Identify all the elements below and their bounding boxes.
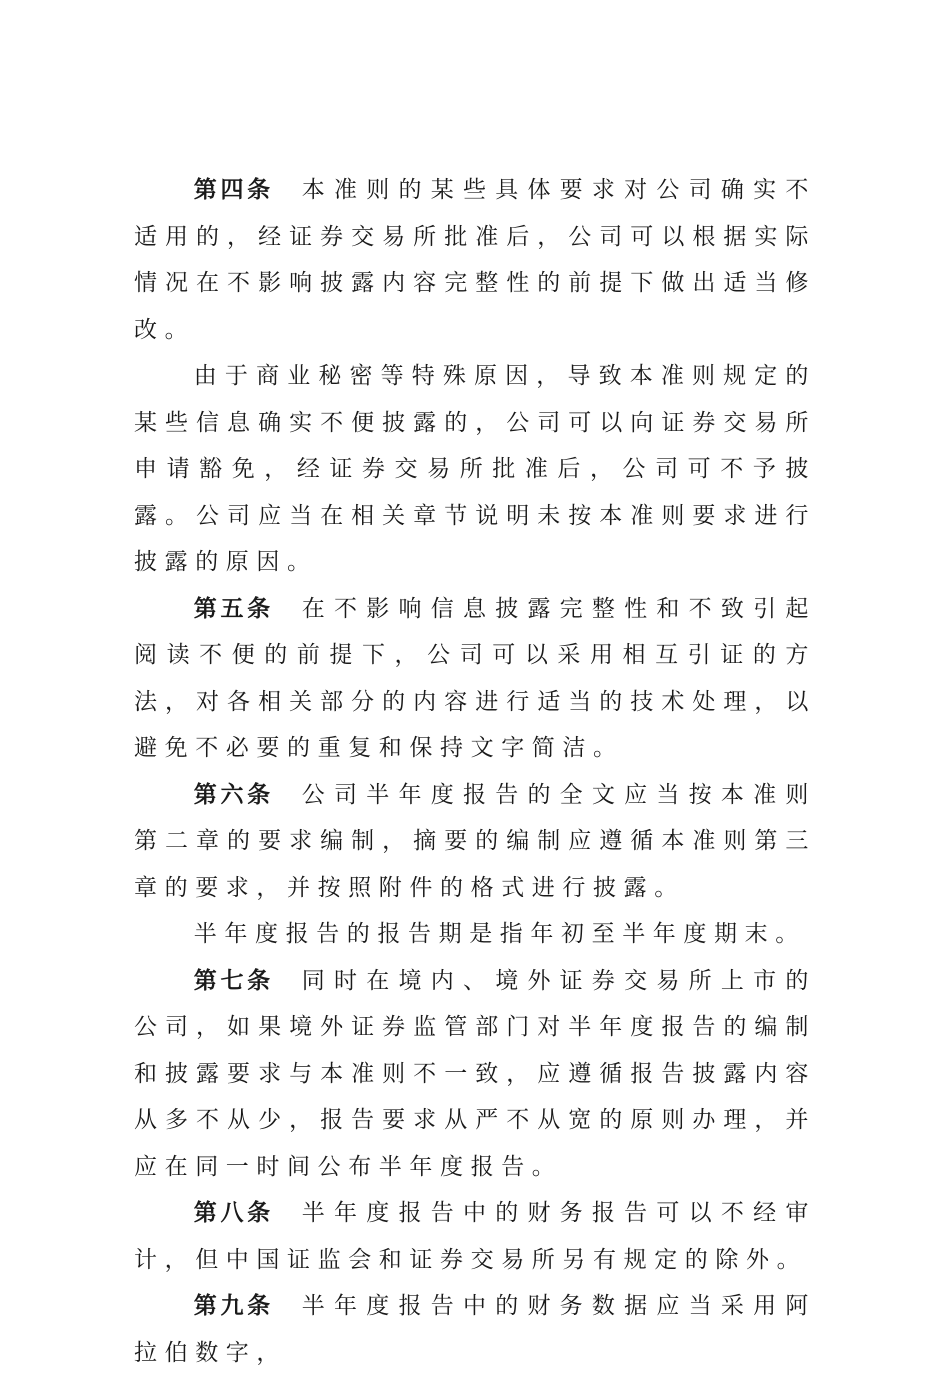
article-heading: 第九条	[193, 1293, 274, 1319]
paragraph-text: 半年度报告中的财务数据应当采用阿拉伯数字，	[134, 1293, 816, 1366]
article-heading: 第七条	[193, 967, 274, 994]
paragraph-article-4-cont	[134, 353, 816, 586]
paragraph-article-5	[134, 586, 816, 772]
paragraph-article-8	[134, 1190, 816, 1283]
article-heading: 第六条	[193, 781, 274, 808]
paragraph-article-7	[134, 958, 816, 1191]
paragraph-text: 由于商业秘密等特殊原因，导致本准则规定的某些信息确实不便披露的，公司可以向证券交易所申请豁免，经证券交易所批准后，公司可不予披露。公司应当在相关章节说明未按本准则要求进行披露的原因。	[134, 363, 816, 575]
paragraph-article-6-cont	[134, 911, 816, 958]
paragraph-text: 在不影响信息披露完整性和不致引起阅读不便的前提下，公司可以采用相互引证的方法，对各相关部分的内容进行适当的技术处理，以避免不必要的重复和保持文字简洁。	[134, 595, 816, 761]
paragraph-article-9	[134, 1283, 816, 1376]
document-body	[134, 167, 816, 1376]
paragraph-text: 公司半年度报告的全文应当按本准则第二章的要求编制，摘要的编制应遵循本准则第三章的要求，并按照附件的格式进行披露。	[134, 781, 816, 901]
paragraph-text: 同时在境内、境外证券交易所上市的公司，如果境外证券监管部门对半年度报告的编制和披露要求与本准则不一致，应遵循报告披露内容从多不从少，报告要求从严不从宽的原则办理，并应在同一时间公布半年度报告。	[134, 967, 816, 1180]
article-heading: 第四条	[193, 177, 274, 203]
article-heading: 第八条	[193, 1200, 274, 1226]
paragraph-text: 本准则的某些具体要求对公司确实不适用的，经证券交易所批准后，公司可以根据实际情况在不影响披露内容完整性的前提下做出适当修改。	[134, 177, 816, 343]
paragraph-article-4	[134, 167, 816, 353]
article-heading: 第五条	[193, 595, 274, 622]
paragraph-text: 半年度报告中的财务报告可以不经审计，但中国证监会和证券交易所另有规定的除外。	[134, 1200, 816, 1273]
paragraph-text: 半年度报告的报告期是指年初至半年度期末。	[193, 921, 806, 947]
paragraph-article-6	[134, 772, 816, 912]
